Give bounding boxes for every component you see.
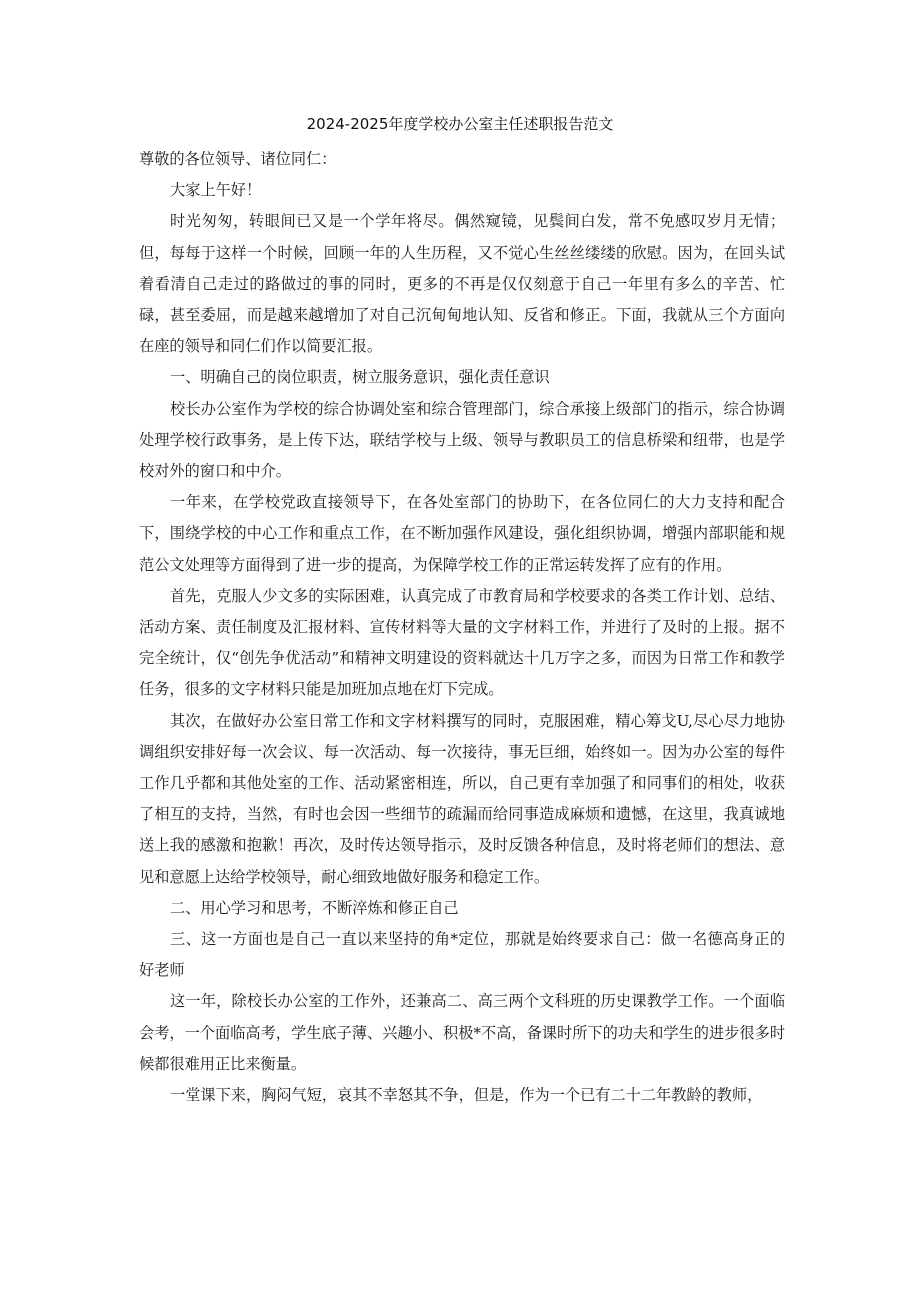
document-title: 2024-2025年度学校办公室主任述职报告范文 <box>306 115 614 133</box>
paragraph-second: 其次，在做好办公室日常工作和文字材料撰写的同时，克服困难，精心筹戈U,尽心尽力地协调组织安排好每一次会议、每一次活动、每一次接待，事无巨细，始终如一。因为办公室的每件工作几乎都和其他处室的工作、活动紧密相连，所以，自己更有幸加强了和同事们的相处，收获了相互的支持，当然，有时也会因一些细节的疏漏而给同事造成麻烦和遗憾，在这里，我真诚地送上我的感激和抱歉！再次，及时传达领导指示，及时反馈各种信息，及时将老师们的想法、意见和意愿上达给学校领导，耐心细致地做好服务和稳定工作。 <box>139 711 785 886</box>
document-body <box>139 144 785 1111</box>
paragraph-office-role: 校长办公室作为学校的综合协调处室和综合管理部门，综合承接上级部门的指示，综合协调处理学校行政事务，是上传下达，联结学校与上级、领导与教职员工的信息桥梁和纽带，也是学校对外的窗口和中介。 <box>139 399 785 481</box>
paragraph-year-review: 一年来，在学校党政直接领导下，在各处室部门的协助下，在各位同仁的大力支持和配合下，围绕学校的中心工作和重点工作，在不断加强作风建设，强化组织协调，增强内部职能和规范公文处理等方面得到了进一步的提高，为保障学校工作的正常运转发挥了应有的作用。 <box>139 493 785 574</box>
section-heading-2: 二、用心学习和思考，不断淬炼和修正自己 <box>170 898 459 917</box>
paragraph-teaching: 这一年，除校长办公室的工作外，还兼高二、高三两个文科班的历史课教学工作。一个面临会考，一个面临高考，学生底子薄、兴趣小、积极*不高，备课时所下的功夫和学生的进步很多时候都很难用正比来衡量。 <box>139 992 785 1073</box>
paragraph-class: 一堂课下来，胸闷气短，哀其不幸怒其不争，但是，作为一个已有二十二年教龄的教师， <box>170 1086 763 1105</box>
section-heading-1: 一、明确自己的岗位职责，树立服务意识，强化责任意识 <box>170 368 550 387</box>
section-heading-3: 三、这一方面也是自己一直以来坚持的角*定位，那就是始终要求自己：做一名德高身正的好老师 <box>139 930 785 980</box>
paragraph-first: 首先，克服人少文多的实际困难，认真完成了市教育局和学校要求的各类工作计划、总结、活动方案、责任制度及汇报材料、宣传材料等大量的文字材料工作，并进行了及时的上报。据不完全统计，仅“创先争优活动”和精神文明建设的资料就达十几万字之多，而因为日常工作和教学任务，很多的文字材料只能是加班加点地在灯下完成。 <box>139 586 785 699</box>
paragraph-greeting: 大家上午好！ <box>170 181 262 200</box>
salutation: 尊敬的各位领导、诸位同仁： <box>139 150 337 168</box>
paragraph-intro: 时光匆匆，转眼间已又是一个学年将尽。偶然窥镜，见鬓间白发，常不免感叹岁月无情；但，每每于这样一个时候，回顾一年的人生历程，又不觉心生丝丝缕缕的欣慰。因为，在回头试着看清自己走过的路做过的事的同时，更多的不再是仅仅刻意于自己一年里有多么的辛苦、忙碌，甚至委屈，而是越来越增加了对自己沉甸甸地认知、反省和修正。下面，我就从三个方面向在座的领导和同仁们作以简要汇报。 <box>139 212 785 356</box>
